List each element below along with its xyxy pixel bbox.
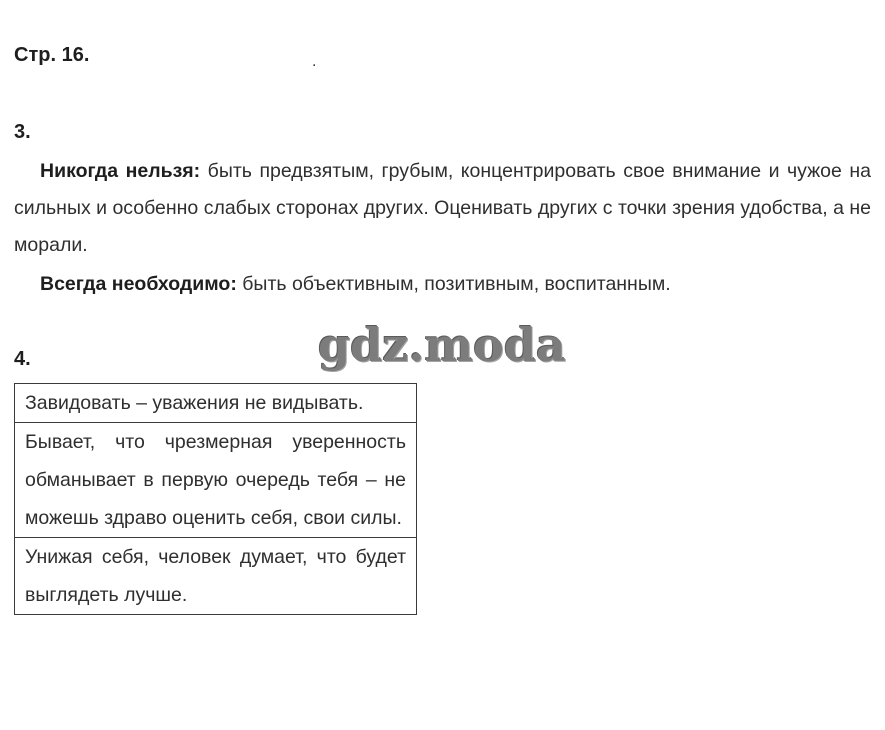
paragraph-never [14,153,871,264]
table-cell: Унижая себя, человек думает, что будет выглядеть лучше. [15,538,417,615]
answers-table [14,383,417,615]
table-row [15,384,417,423]
stray-mark: . [312,53,317,70]
paragraph-always [14,266,871,303]
paragraph-never-lead: Никогда нельзя: [40,160,201,182]
task-3-number: 3. [14,121,31,143]
paragraph-always-lead: Всегда необходимо: [40,273,237,295]
table-row [15,538,417,615]
table-cell: Завидовать – уважения не видывать. [15,384,417,423]
paragraph-never-text: быть предвзятым, грубым, концентрировать свое внимание и чужое на сильных и особенно слабых сторонах других. Оценивать других с точки зрения удобства, а не морали. [14,160,871,256]
table-cell: Бывает, что чрезмерная уверенность обманывает в первую очередь тебя – не можешь здраво оценить себя, свои силы. [15,423,417,538]
table-row [15,423,417,538]
watermark-logo: gdz.moda [318,318,566,372]
task-4-number: 4. [14,348,31,370]
table-bottom-gap [16,653,192,656]
paragraph-always-text: быть объективным, позитивным, воспитанным. [236,273,671,295]
page-label: Стр. 16. [14,44,90,66]
